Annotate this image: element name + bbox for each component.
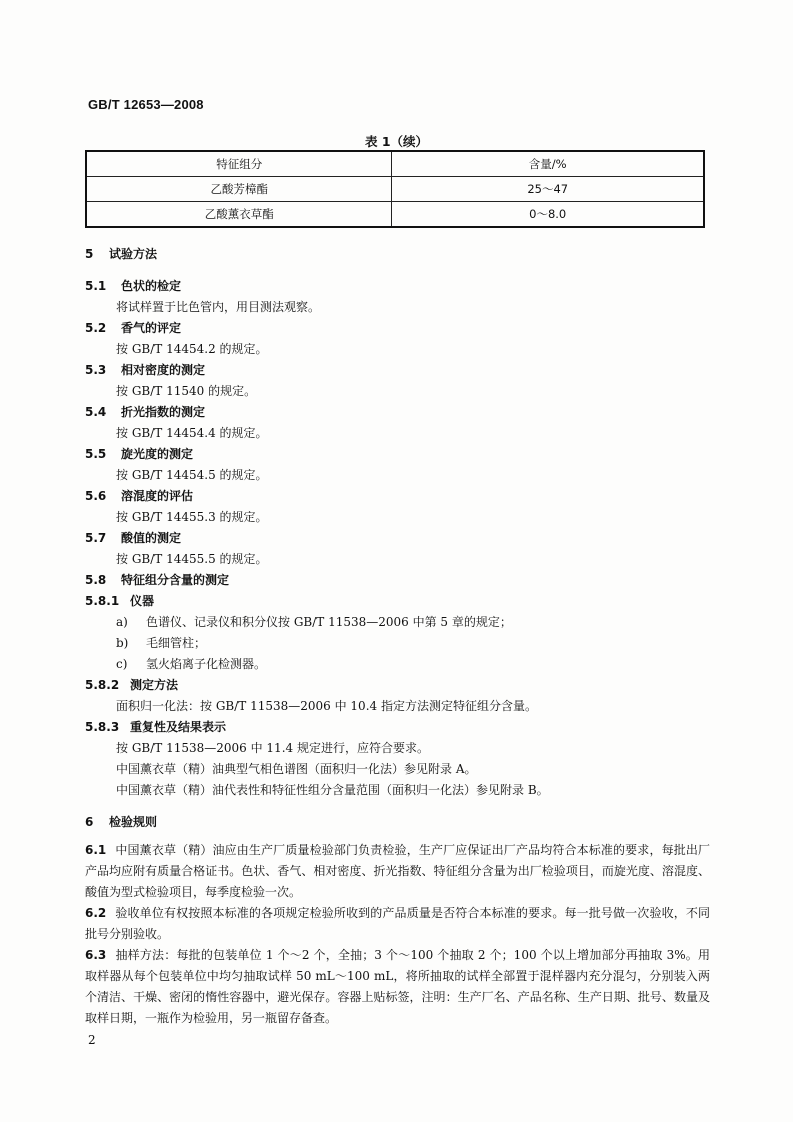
clause-text: 按 GB/T 14455.5 的规定。	[116, 552, 268, 566]
table-cell: 0～8.0	[392, 202, 704, 228]
clause-heading	[85, 403, 205, 420]
table-row	[86, 202, 704, 228]
list-text: 氢火焰离子化检测器。	[146, 657, 267, 671]
clause-heading	[85, 571, 229, 588]
paragraph	[85, 903, 710, 945]
clause-title: 折光指数的测定	[121, 405, 206, 419]
table-header-cell: 特征组分	[86, 151, 392, 177]
list-marker: c)	[116, 657, 128, 671]
clause-text: 中国薰衣草（精）油代表性和特征性组分含量范围（面积归一化法）参见附录 B。	[116, 783, 549, 797]
clause-text: 按 GB/T 11538—2006 中 11.4 规定进行，应符合要求。	[116, 741, 429, 755]
clause-text: 按 GB/T 14454.4 的规定。	[116, 426, 268, 440]
spec-table	[85, 150, 705, 228]
clause-number: 5.1	[85, 279, 107, 293]
list-text: 色谱仪、记录仪和积分仪按 GB/T 11538—2006 中第 5 章的规定；	[146, 615, 512, 629]
table-header-cell: 含量/%	[392, 151, 704, 177]
subclause-title: 测定方法	[130, 678, 179, 692]
subclause-number: 5.8.3	[85, 720, 120, 734]
table-header-row	[86, 151, 704, 177]
page-number: 2	[88, 1033, 96, 1047]
paragraph-text: 中国薰衣草（精）油应由生产厂质量检验部门负责检验，生产厂应保证出厂产品均符合本标准的要求，每批出厂产品均应附有质量合格证书。色状、香气、相对密度、折光指数、特征组分含量为出厂检验项目，而旋光度、溶混度、酸值为型式检验项目，每季度检验一次。	[85, 843, 710, 899]
subclause-heading	[85, 676, 178, 693]
clause-title: 特征组分含量的测定	[121, 573, 230, 587]
clause-title: 相对密度的测定	[121, 363, 206, 377]
clause-title: 溶混度的评估	[121, 489, 194, 503]
paragraph	[85, 840, 710, 903]
clause-text: 按 GB/T 14455.3 的规定。	[116, 510, 268, 524]
clause-title: 旋光度的测定	[121, 447, 194, 461]
paragraph-text: 抽样方法：每批的包装单位 1 个～2 个，全抽；3 个～100 个抽取 2 个；100 个以上增加部分再抽取 3%。用取样器从每个包装单位中均匀抽取试样 50 mL～100 mL，将所抽取的试样全部置于混样器内充分混匀，分别装入两个清洁、干燥、密闭的惰性容器中，避光保存。容器上贴标签，注明：生产厂名、产品名称、生产日期、批号、数量及取样日期，一瓶作为检验用，另一瓶留存备查。	[85, 948, 710, 1025]
list-item	[116, 613, 512, 630]
section-number: 6	[85, 815, 94, 829]
list-marker: b)	[116, 636, 129, 650]
clause-text: 按 GB/T 11540 的规定。	[116, 384, 257, 398]
subclause-title: 仪器	[130, 594, 155, 608]
list-item	[116, 634, 206, 651]
clause-number: 5.7	[85, 531, 107, 545]
clause-title: 酸值的测定	[121, 531, 182, 545]
subclause-heading	[85, 718, 226, 735]
section-title: 检验规则	[109, 815, 158, 829]
clause-number: 5.5	[85, 447, 107, 461]
clause-number: 5.4	[85, 405, 107, 419]
clause-text: 中国薰衣草（精）油典型气相色谱图（面积归一化法）参见附录 A。	[116, 762, 477, 776]
standard-id: GB/T 12653—2008	[88, 97, 204, 112]
section-number: 5	[85, 247, 94, 261]
clause-number: 5.3	[85, 363, 107, 377]
clause-title: 色状的检定	[121, 279, 182, 293]
list-marker: a)	[116, 615, 128, 629]
paragraph-number: 6.1	[85, 843, 107, 857]
paragraph-number: 6.3	[85, 948, 107, 962]
list-item	[116, 655, 266, 672]
table-cell: 乙酸芳樟酯	[86, 177, 392, 202]
clause-heading	[85, 445, 193, 462]
subclause-title: 重复性及结果表示	[130, 720, 227, 734]
paragraph-text: 验收单位有权按照本标准的各项规定检验所收到的产品质量是否符合本标准的要求。每一批号做一次验收，不同批号分别验收。	[85, 906, 710, 941]
clause-title: 香气的评定	[121, 321, 182, 335]
clause-heading	[85, 529, 181, 546]
paragraph-number: 6.2	[85, 906, 107, 920]
table-cell: 25～47	[392, 177, 704, 202]
clause-number: 5.6	[85, 489, 107, 503]
clause-number: 5.8	[85, 573, 107, 587]
subclause-number: 5.8.1	[85, 594, 120, 608]
clause-number: 5.2	[85, 321, 107, 335]
section-heading	[85, 245, 157, 262]
paragraph	[85, 945, 710, 1029]
table-cell: 乙酸薰衣草酯	[86, 202, 392, 228]
section-title: 试验方法	[109, 247, 158, 261]
clause-text: 按 GB/T 14454.2 的规定。	[116, 342, 268, 356]
clause-text: 按 GB/T 14454.5 的规定。	[116, 468, 268, 482]
subclause-number: 5.8.2	[85, 678, 120, 692]
clause-heading	[85, 277, 181, 294]
table-row	[86, 177, 704, 202]
clause-heading	[85, 319, 181, 336]
clause-heading	[85, 361, 205, 378]
list-text: 毛细管柱；	[146, 636, 207, 650]
subclause-heading	[85, 592, 154, 609]
section-heading	[85, 813, 157, 830]
clause-text: 将试样置于比色管内，用目测法观察。	[116, 300, 321, 314]
clause-text: 面积归一化法：按 GB/T 11538—2006 中 10.4 指定方法测定特征组分含量。	[116, 699, 537, 713]
clause-heading	[85, 487, 193, 504]
table-caption: 表 1（续）	[364, 134, 429, 149]
